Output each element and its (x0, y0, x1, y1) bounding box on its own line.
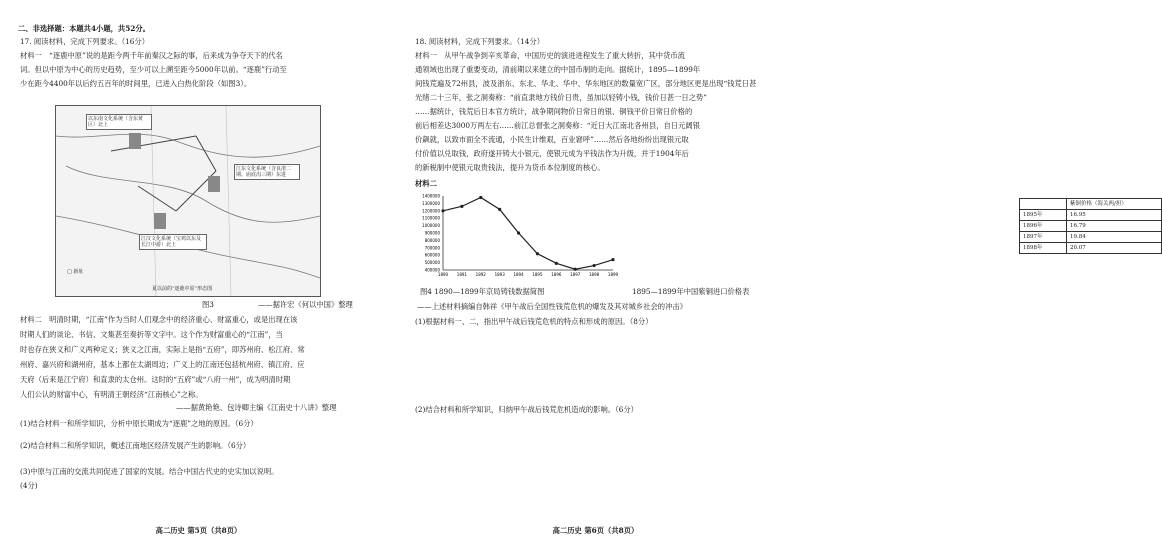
x-tick-label: 1890 (437, 272, 449, 277)
table-cell: 19.84 (1067, 232, 1162, 243)
chart-point (536, 252, 539, 255)
data-points (441, 196, 614, 271)
chart-point (479, 196, 482, 199)
question-18-2: (2)结合材料和所学知识，归纳甲午战后钱荒危机造成的影响。（6分） (415, 405, 638, 414)
chart-point (441, 209, 444, 212)
material-two-line: 州府、嘉兴府和湖州府，基本上都在太湖周边；广义上的江南还包括杭州府、镇江府、应 (20, 360, 305, 369)
y-tick-label: 900000 (424, 230, 440, 236)
question-17-header: 17. 阅读材料，完成下列要求。（16分） (20, 37, 150, 46)
question-17-1: (1)结合材料一和所学知识，分析中原长期成为“逐鹿”之地的原因。（6分） (20, 419, 258, 428)
y-tick-label: 1400000 (422, 193, 440, 199)
material-two-line: 人们公认的财富中心，有明清王朝经济“江南核心”之称。 (20, 390, 203, 399)
map-caption: 夏以前的“逐鹿中原”形态图 (152, 286, 213, 292)
map-label-1: 以东南文化系统（含东黄区）北上 (86, 114, 152, 130)
material-two-line: 天府（后来是江宁府）和直隶的太仓州。这时的“五府”或“八府一州”，成为明清时期 (20, 375, 291, 384)
y-tick-label: 800000 (424, 237, 440, 243)
material-two-line: 时也存在狭义和广义两种定义；狭义之江南，实际上是指“五府”，即苏州府、松江府、常 (20, 345, 305, 354)
table-header: 紫铜价格（海关两/担） (1067, 199, 1162, 210)
material-two-line: 材料二 明清时期，“江南”作为当时人们观念中的经济重心、财富重心，或是出现在该 (20, 315, 298, 324)
x-tick-label: 1896 (551, 272, 562, 277)
chart-point (498, 208, 501, 211)
map-label-3: 江汉文化系统（宝鸡以东及长江中游）北上 (139, 234, 207, 250)
question-17-3-score: (4分) (20, 481, 38, 490)
material-one-line: 通领域也出现了重要变动，清前期以来建立的中国币制的走向。据统计，1895—1899年 (415, 65, 701, 74)
y-tick-label: 1100000 (422, 215, 440, 221)
y-tick-label: 1300000 (422, 200, 440, 206)
arrow-icon (154, 213, 166, 229)
chart-point (611, 258, 614, 261)
x-tick-label: 1893 (494, 272, 505, 277)
table-cell: 1897年 (1020, 232, 1067, 243)
question-18-1: (1)根据材料一、二，指出甲午战后钱荒危机的特点和形成的原因。（8分） (415, 317, 653, 326)
material-one-line: 前后相差达3000万两左右……前江总督张之洞奏称：“近日大江南北各州县，自日元阔银 (415, 121, 700, 130)
section-title: 二、非选择题：本题共4小题，共52分。 (18, 24, 150, 33)
x-tick-label: 1891 (456, 272, 467, 277)
table-cell: 16.95 (1067, 210, 1162, 221)
chart-point (555, 262, 558, 265)
figure-4-caption: 图4 1890—1899年京局铸钱数据简图 (420, 287, 545, 296)
material-one-line: 价飙就，以致市面全不流通，小民生计维艰，百业窘呼”……然后各地纷纷出现银元取 (415, 135, 689, 144)
question-17-2: (2)结合材料二和所学知识，概述江南地区经济发展产生的影响。（6分） (20, 441, 251, 450)
x-tick-label: 1898 (589, 272, 600, 277)
right-page (397, 0, 1127, 551)
y-tick-label: 600000 (424, 252, 440, 258)
coin-minting-chart (411, 192, 617, 284)
y-tick-label: 400000 (424, 267, 440, 273)
question-18-header: 18. 阅读材料，完成下列要求。（14分） (415, 37, 545, 46)
material-two-line: 时期人们的谈论、书信、文集甚至奏折等文字中。这个作为财富重心的“江南”，当 (20, 330, 283, 339)
material-two-label: 材料二 (415, 179, 437, 188)
minting-series (443, 197, 613, 269)
figure-3-source: ——据许宏《何以中国》整理 (258, 300, 353, 309)
table-cell: 16.79 (1067, 221, 1162, 232)
legend-label: □ 新址 (67, 269, 84, 275)
figure-3-label: 图3 (202, 300, 214, 309)
table-cell: 20.07 (1067, 243, 1162, 254)
material-one-line: 付价值以兑取钱，政府遂开铸大小银元，使银元成为平钱法作为升级，并于1904年后 (415, 149, 689, 158)
table-cell: 1895年 (1020, 210, 1067, 221)
x-tick-label: 1899 (607, 272, 619, 277)
map-lines (56, 106, 320, 296)
table-cell: 1898年 (1020, 243, 1067, 254)
material-source: ——上述材料摘编自韩祥《甲午战后全国性钱荒危机的爆发及其对城乡社会的冲击》 (417, 302, 687, 311)
x-tick-label: 1892 (475, 272, 486, 277)
y-tick-label: 1200000 (422, 208, 440, 214)
copper-price-table (1019, 198, 1162, 254)
material-one-line: ……据统计，钱荒后日本官方统计，战争期间物价日常日的银、铜钱平价日常日价格的 (415, 107, 693, 116)
history-map (55, 105, 321, 297)
x-tick-label: 1894 (513, 272, 524, 277)
chart-point (517, 231, 520, 234)
material-one-line: 词。但以中原为中心的历史趋势，至少可以上溯至距今5000年以前。“逐鹿”行动至 (20, 65, 287, 74)
arrow-icon (129, 133, 141, 149)
material-one-line: 的新税制中使银元取贵钱法，提升为货币本位制度的核心。 (415, 163, 605, 172)
table-caption: 1895—1899年中国紫铜进口价格表 (632, 287, 750, 296)
material-two-source: ——据黄艳艳、包诗卿主编《江南史十八讲》整理 (176, 403, 337, 412)
chart-point (574, 268, 577, 271)
page-footer-left: 高二历史 第5页（共8页） (155, 526, 242, 535)
material-one-line: 材料一 “逐鹿中原”说的是距今两千年前秦汉之际的事，后来成为争夺天下的代名 (20, 51, 283, 60)
material-one-line: 材料一 从甲午战争到辛亥革命，中国历史的演进进程发生了重大转折，其中货币流 (415, 51, 685, 60)
chart-point (460, 205, 463, 208)
y-tick-label: 1000000 (422, 223, 440, 229)
arrow-icon (208, 176, 220, 192)
y-tick-label: 500000 (424, 260, 440, 266)
material-one-line: 间钱荒遍及72州县，波及浙东、东北、华北、华中、华东地区的数量宽广区，部分地区更是出现“钱荒日甚 (415, 79, 757, 88)
table-cell: 1896年 (1020, 221, 1067, 232)
material-one-line: 光绪二十三年，张之洞奏称：“前直隶地方钱价日贵，虽加以轻铸小钱，钱价日甚一日之势” (415, 93, 708, 102)
material-one-line: 少在距今4400年以后约五百年的时间里，已进入白热化阶段（如图3）。 (20, 79, 252, 88)
y-tick-label: 700000 (424, 245, 440, 251)
chart-point (593, 264, 596, 267)
question-17-3: (3)中原与江南的交流共同促进了国家的发展。结合中国古代史的史实加以说明。 (20, 467, 279, 476)
page-footer-right: 高二历史 第6页（共8页） (552, 526, 639, 535)
table-header (1020, 199, 1067, 210)
left-page (0, 0, 397, 551)
x-tick-label: 1897 (570, 272, 581, 277)
map-label-2: 江东文化系统（含良渚二期、庙底沟三期）东进 (234, 164, 300, 180)
x-tick-label: 1895 (532, 272, 543, 277)
